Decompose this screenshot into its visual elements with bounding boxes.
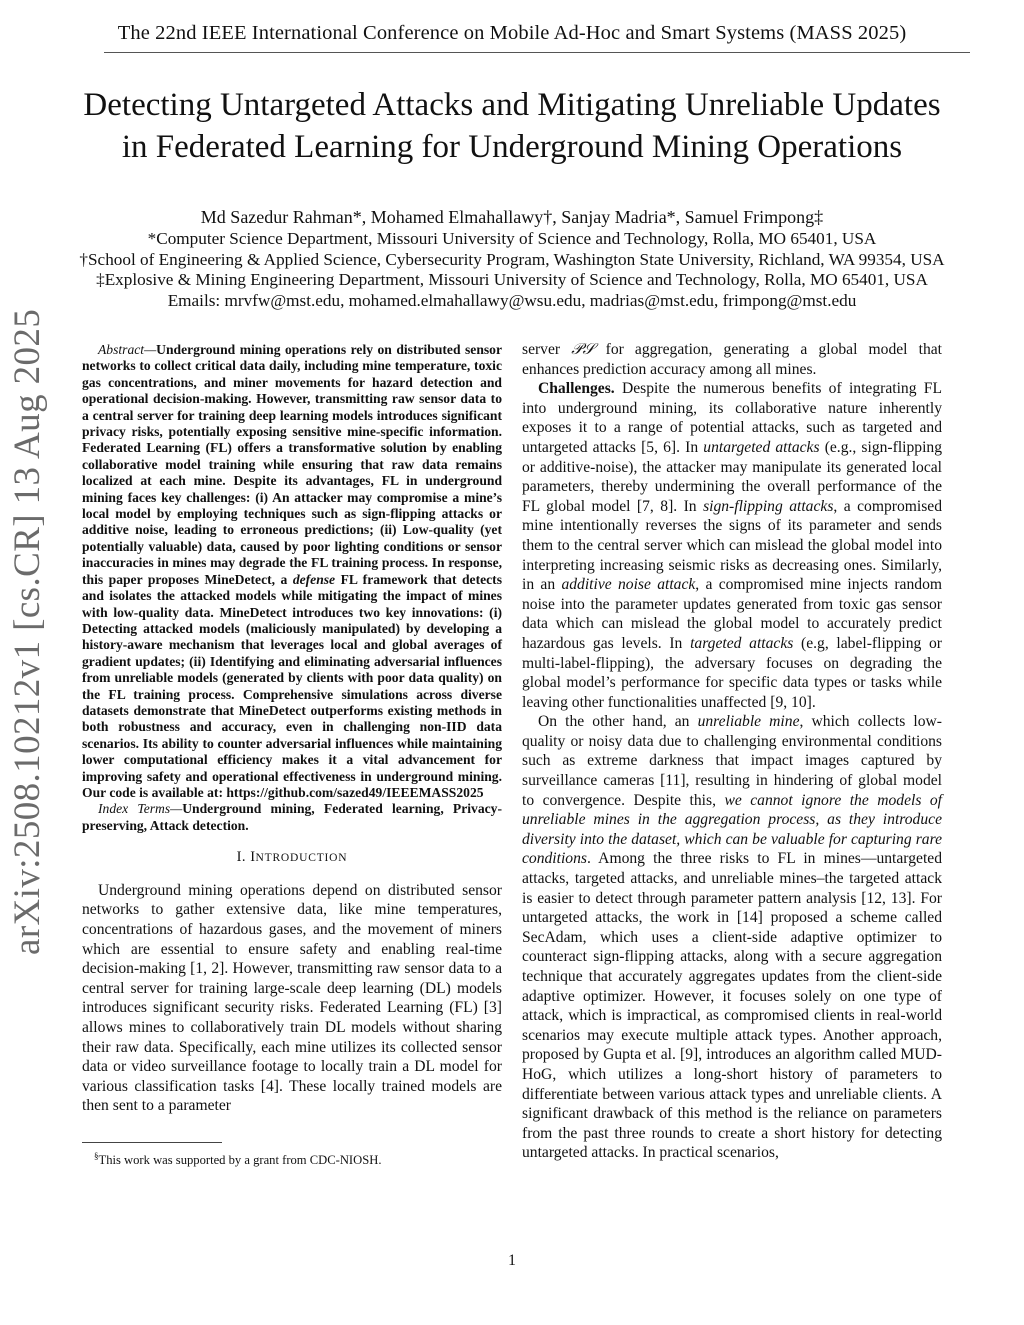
challenges-label: Challenges.: [538, 380, 615, 398]
section-heading-introduction: I. INTRODUCTION: [236, 849, 348, 866]
title-line-1: Detecting Untargeted Attacks and Mitigating Unreliable Updates: [83, 87, 941, 123]
right-paragraph-0: server 𝒫𝒮 for aggregation, generating a global model that enhances prediction accuracy among all mines.: [522, 340, 942, 378]
left-column: [82, 342, 502, 1168]
abstract: Abstract—Underground mining operations rely on distributed sensor networks to collect critical data daily, including mine temperature, toxic gas concentrations, and miner movements for hazard detection and operational decision-making. However, transmitting raw sensor data to a central server for training deep learning models introduces significant privacy risks, potentially exposing sensitive mine-specific information. Federated Learning (FL) offers a transformative solution by enabling collaborative model training while ensuring that raw data remains localized at each mine. Despite its advantages, FL in underground mining faces key challenges: (i) An attacker may compromise a mine’s local model by employing techniques such as sign-flipping attacks or additive noise, leading to erroneous predictions; (ii) Low-quality (yet potentially valuable) data, caused by poor lighting conditions or sensor inaccuracies in mines may degrade the FL training process. In response, this paper proposes MineDetect, a defense FL framework that detects and isolates the attacked models while mitigating the impact of mines with low-quality data. MineDetect introduces two key innovations: (i) Detecting attacked models (maliciously manipulated) by developing a history-aware mechanism that leverages local and global averages of gradient updates; (ii) Identifying and eliminating adversarial influences from unreliable models (generated by clients with poor data quality) on the FL training process. Comprehensive simulations across diverse datasets demonstrate that MineDetect outperforms existing methods in both robustness and accuracy, even in challenging non-IID data scenarios. Its ability to counter adversarial influences while maintaining lower computational efficiency makes it a vital advancement for improving safety and operational effectiveness in underground mining. Our code is available at: https://github.com/sazed49/IEEEMASS2025: [82, 342, 502, 800]
right-column: [522, 340, 942, 1163]
abstract-label: Abstract: [98, 342, 145, 357]
index-terms-label: Index Terms: [98, 801, 171, 817]
challenges-paragraph: Challenges. Despite the numerous benefits of integrating FL into underground mining, its collaborative nature inherently exposes it to a range of potential attacks, such as targeted and untargeted attacks [5, 6]. In untargeted attacks (e.g., sign-flipping or additive-noise), the attacker may manipulate its generated local parameters, thereby undermining the overall performance of the FL global model [7, 8]. In sign-flipping attacks, a compromised mine intentionally reverses the signs of its parameter and sends them to the central server which can mislead the global model into interpreting increasing seismic risks as decreasing ones. Similarly, in an additive noise attack, a compromised mine injects random noise into the parameter updates generated from toxic gas sensor data which can mislead the global model to accurately predict hazardous gas levels. In targeted attacks (e.g, label-flipping or multi-label-flipping), the adversary focuses on degrading the global model’s performance for specific data types or tasks while leaving other functionalities unaffected [9, 10].: [522, 380, 942, 711]
affiliation-2: †School of Engineering & Applied Science, Cybersecurity Program, Washington State University, Richland, WA 99354, USA: [79, 249, 945, 269]
abstract-defense: defense: [292, 571, 336, 587]
arxiv-stamp: arXiv:2508.10212v1 [cs.CR] 13 Aug 2025: [7, 308, 48, 955]
paper-title: [60, 84, 964, 168]
footnote-mark: §: [94, 1150, 99, 1161]
unreliable-paragraph: On the other hand, an unreliable mine, which collects low-quality or noisy data due to challenging environmental conditions such as extreme darkness that impact images captured by surveillance cameras [11], resulting in hindering of global model to convergence. Despite this, we cannot ignore the models of unreliable mines in the aggregation process, as they introduce diversity into the dataset, which can be valuable for capturing rare conditions. Among the three risks to FL in mines—untargeted attacks, targeted attacks, and unreliable mines–the targeted attack is easier to detect through parameter pattern analysis [12, 13]. For untargeted attacks, the work in [14] proposed a scheme called SecAdam, which uses a client-side adaptive optimizer to counteract sign-flipping attacks, along with a secure aggregation technique that accurately aggregates updates from the client-side adaptive optimizer. However, it focuses solely on one type of attack, which is impractical, as compromised clients in real-world scenarios may execute multiple attack types. Another approach, proposed by Gupta et al. [9], introduces an algorithm called MUD-HoG, which utilizes a long-short history of parameters to differentiate between various attack types and unreliable clients. A significant drawback of this method is the reliance on parameters from the past three rounds to create a short history for detecting untargeted attacks. In practical scenarios,: [522, 713, 943, 1162]
page-number: 1: [508, 1252, 516, 1269]
author-block: [40, 207, 984, 311]
abstract-text-2: FL framework that detects and isolates the attacked models while mitigating the impact of mines with low-quality data. MineDetect introduces two key innovations: (i) Detecting attacked models (maliciously manipulated) by developing a history-aware mechanism that leverages local and global averages of gradient updates; (ii) Identifying and eliminating adversarial influences from unreliable models (generated by clients with poor data quality) on the FL training process. Comprehensive simulations across diverse datasets demonstrate that MineDetect outperforms existing methods in both robustness and accuracy, even in challenging non-IID data scenarios. Its ability to counter adversarial influences while maintaining lower computational efficiency makes it a vital advancement for improving safety and operational effectiveness in underground mining. Our code is available at: https://github.com/sazed49/IEEEMASS2025: [82, 571, 502, 800]
footnote-text: This work was supported by a grant from CDC-NIOSH.: [98, 1153, 382, 1168]
header-rule: [104, 52, 970, 53]
footnote-rule: [82, 1142, 222, 1143]
intro-paragraph-1: Underground mining operations depend on distributed sensor networks to gather extensive data, like mine temperatures, concentrations of hazardous gases, and the movement of miners which are essential to ensure safety and enabling real-time decision-making [1, 2]. However, transmitting raw sensor data to a central server for training large-scale deep learning (DL) models introduces significant security risks. Federated Learning (FL) [3] allows mines to collaboratively train DL models without sharing their raw data. Specifically, each mine utilizes its collected sensor data or video surveillance footage to locally train a DL model for various classification tasks [4]. These locally trained models are then sent to a parameter: [82, 881, 502, 1115]
footnote: [82, 1149, 502, 1168]
index-terms-text: Underground mining, Federated learning, Privacy-preserving, Attack detection.: [82, 801, 502, 833]
title-line-2: in Federated Learning for Underground Mining Operations: [121, 129, 903, 165]
ps-symbol: 𝒫𝒮: [571, 340, 595, 358]
conference-header: The 22nd IEEE International Conference on Mobile Ad-Hoc and Smart Systems (MASS 2025): [117, 22, 907, 44]
author-names: Md Sazedur Rahman*, Mohamed Elmahallawy†, Sanjay Madria*, Samuel Frimpong‡: [200, 207, 824, 227]
author-emails: Emails: mrvfw@mst.edu, mohamed.elmahallawy@wsu.edu, madrias@mst.edu, frimpong@mst.edu: [167, 290, 857, 310]
affiliation-3: ‡Explosive & Mining Engineering Department, Missouri University of Science and Technology, Rolla, MO 65401, USA: [96, 270, 928, 290]
affiliation-1: *Computer Science Department, Missouri University of Science and Technology, Rolla, MO 65401, USA: [147, 229, 877, 249]
index-terms: Index Terms—Underground mining, Federated learning, Privacy-preserving, Attack detection.: [82, 801, 502, 833]
abstract-text-1: Underground mining operations rely on distributed sensor networks to collect critical data daily, including mine temperature, toxic gas concentrations, and miner movements for hazard detection and operational decision-making. However, transmitting raw sensor data to a central server for training deep learning models introduces significant privacy risks, potentially exposing sensitive mine-specific information. Federated Learning (FL) offers a transformative solution by enabling collaborative model training while ensuring that raw data remains localized at each mine. Despite its advantages, FL in underground mining faces key challenges: (i) An attacker may compromise a mine’s local model by employing techniques such as sign-flipping attacks or additive noise, leading to erroneous predictions; (ii) Low-quality (yet potentially valuable) data, caused by poor lighting conditions or sensor inaccuracies in mines may degrade the FL training process. In response, this paper proposes MineDetect, a: [82, 342, 502, 587]
